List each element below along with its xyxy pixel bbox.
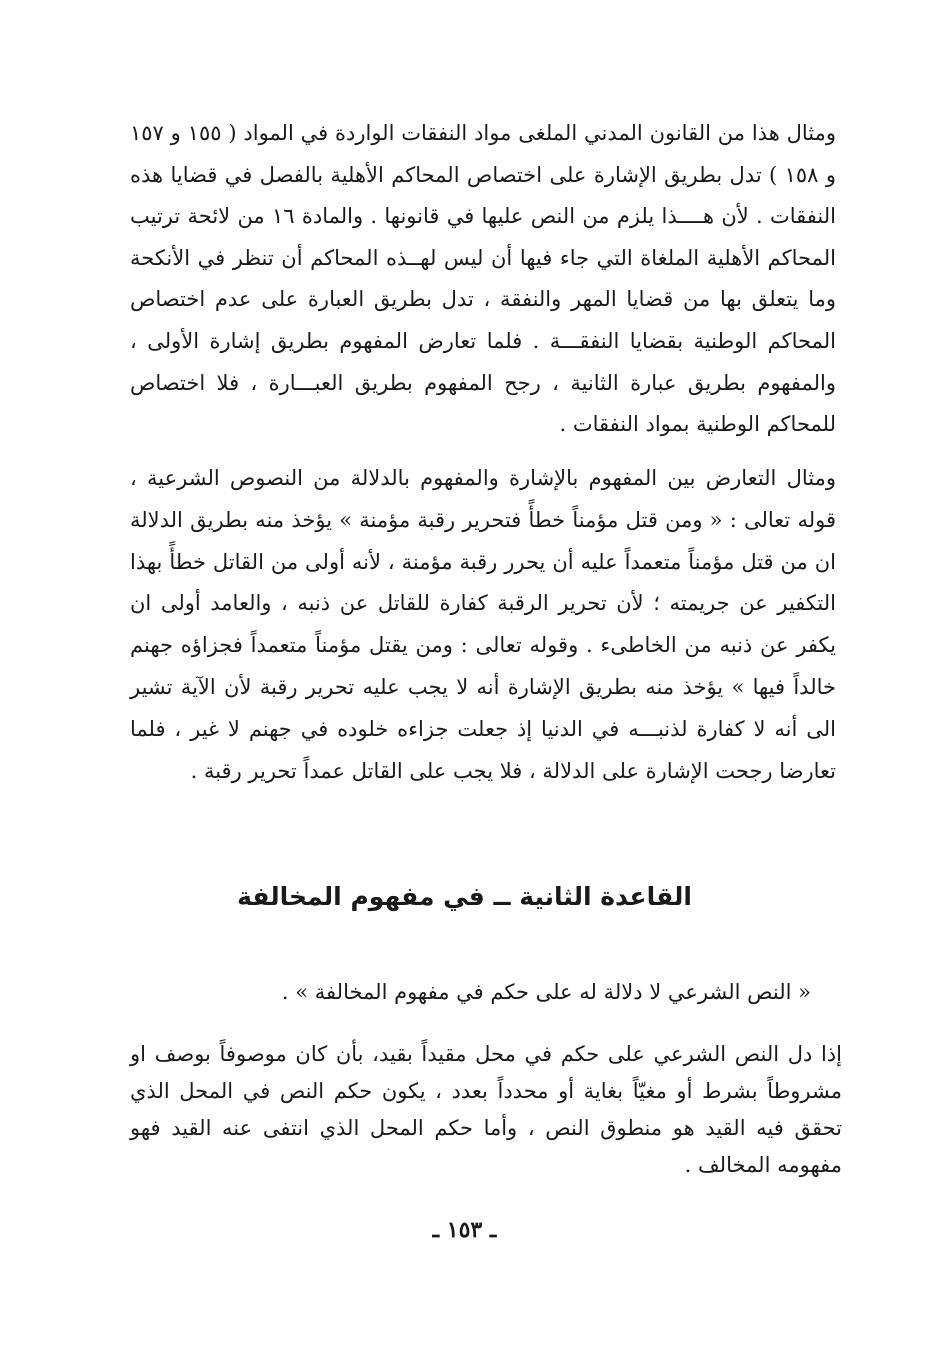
page-number: ـ ١٥٣ ـ [432, 1217, 497, 1243]
paragraph-example-civil-law: ومثال هذا من القانون المدني الملغى مواد النفقات الواردة في المواد ( ١٥٥ و ١٥٧ و ١٥٨ ) تدل بطريق الإشارة على اختصاص المحاكم الأهلية بالفصل في قضايا هذه النفقات . لأن هــــذا يلزم من النص عليها في قانونها . والمادة ١٦ من لائحة ترتيب المحاكم الأهلية الملغاة التي جاء فيها أن ليس لهــذه المحاكم أن تنظر في الأنكحة وما يتعلق بها من قضايا المهر والنفقة ، تدل بطريق العبارة على عدم اختصاص المحاكم الوطنية بقضايا النفقـــة . فلما تعارض المفهوم بطريق إشارة الأولى ، والمفهوم بطريق عبارة الثانية ، رجح المفهوم بطريق العبـــارة ، فلا اختصاص للمحاكم الوطنية بمواد النفقات . [130, 121, 836, 437]
rule-statement: « النص الشرعي لا دلالة له على حكم في مفهوم المخالفة » . [281, 980, 811, 1004]
paragraph-contrary-meaning: إذا دل النص الشرعي على حكم في محل مقيداً بقيد، بأن كان موصوفاً بوصف او مشروطاً بشرط أو مغيّاً بغاية أو محدداً بعدد ، يكون حكم النص في المحل الذي تحقق فيه القيد هو منطوق النص ، وأما حكم المحل الذي انتفى عنه القيد فهو مفهومه المخالف . [130, 1042, 842, 1177]
paragraph-example-sharia-texts: ومثال التعارض بين المفهوم بالإشارة والمفهوم بالدلالة من النصوص الشرعية ، قوله تعالى : « ومن قتل مؤمناً خطأً فتحرير رقبة مؤمنة » يؤخذ منه بطريق الدلالة ان من قتل مؤمناً متعمداً عليه أن يحرر رقبة مؤمنة ، لأنه أولى من القاتل خطأً بهذا التكفير عن جريمته ؛ لأن تحرير الرقبة كفارة للقاتل عن ذنبه ، والعامد أولى ان يكفر عن ذنبه من الخاطىء . وقوله تعالى : ومن يقتل مؤمناً متعمداً فجزاؤه جهنم خالداً فيها » يؤخذ منه بطريق الإشارة أنه لا يجب عليه تحرير رقبة لأن الآية تشير الى أنه لا كفارة لذنبـــه في الدنيا إذ جعلت جزاءه خلوده في جهنم لا غير ، فلما تعارضا رجحت الإشارة على الدلالة ، فلا يجب على القاتل عمداً تحرير رقبة . [130, 466, 836, 783]
section-heading: القاعدة الثانية ــ في مفهوم المخالفة [237, 882, 692, 911]
